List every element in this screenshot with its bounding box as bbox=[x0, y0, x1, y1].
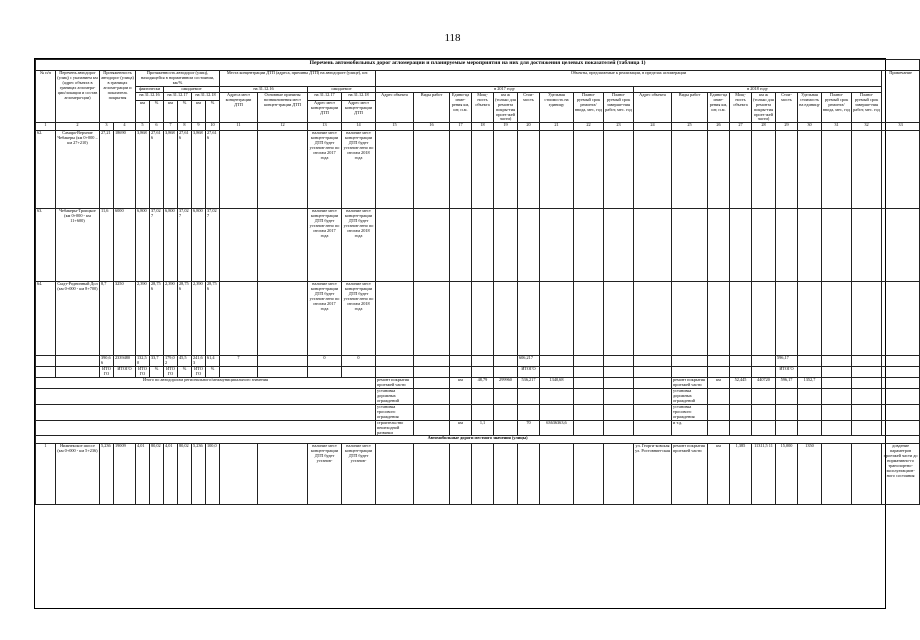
hdr-work-type-18: Виды работ bbox=[672, 92, 708, 123]
col-num: 2 bbox=[56, 123, 100, 131]
hdr-pct-16: % bbox=[150, 101, 164, 123]
itogo-label: ИТОГО bbox=[192, 367, 206, 378]
work-type-2018: установка тросового ограждения bbox=[672, 404, 708, 420]
totals-row bbox=[36, 356, 920, 367]
section-title: Автомобильные дороги местного значения (улицы) bbox=[36, 436, 920, 444]
total-v8: 45,5 bbox=[178, 356, 192, 367]
work-unit-2018: км bbox=[708, 444, 730, 505]
hdr-obj-address-17: Адрес объекта bbox=[376, 92, 414, 123]
itogo-label: ИТОГО bbox=[518, 367, 540, 378]
page-number: 118 bbox=[444, 32, 461, 44]
col-num: 17 bbox=[450, 123, 472, 131]
work-type-2017: строительство пешеходной развязки bbox=[376, 420, 414, 436]
hdr-objects: Объекты, предлагаемые к реализации, в пределах агломерации bbox=[376, 71, 882, 87]
itogo-pct: % bbox=[150, 367, 164, 378]
hdr-capacity-18: Мощ-ность объекта bbox=[730, 92, 752, 123]
col-num: 32 bbox=[852, 123, 882, 131]
cell: 2,390 bbox=[192, 282, 206, 356]
hdr-pct-18: % bbox=[206, 101, 220, 123]
work-cost-2017: 70 bbox=[518, 420, 540, 436]
total-len2: 2339480 bbox=[114, 356, 136, 367]
row-number: 62. bbox=[36, 131, 56, 209]
road-name: Нижнекское шоссе (км 0+000 - км 5+236) bbox=[56, 444, 100, 505]
work-type-2017: установка тросового ограждения bbox=[376, 404, 414, 420]
hdr-unit-18: Едини-ца изме-рения км, шт, п.м. bbox=[708, 92, 730, 123]
work-ucost-2018: 1350 bbox=[798, 444, 822, 505]
col-num: 22 bbox=[574, 123, 604, 131]
total-len1: 390,66 bbox=[100, 356, 114, 367]
work-unit-2018: км bbox=[708, 378, 730, 389]
cell: 80,02 bbox=[178, 444, 192, 505]
work-type-2018: установка дорожных ограждений bbox=[672, 389, 708, 405]
length-km: 27,21 bbox=[100, 131, 114, 209]
col-num: 24 bbox=[634, 123, 672, 131]
itogo-line: Итого по автодорогам регионального/межмуниципального значения bbox=[36, 378, 376, 389]
hdr-km-repair-17: км ж (только для ремонта покры-тия проез-жей части) bbox=[495, 91, 516, 122]
total-v6: 33,7 bbox=[150, 356, 164, 367]
col-num: 29 bbox=[776, 123, 798, 131]
col-num: 3 bbox=[100, 123, 114, 131]
cell: 2,390 bbox=[164, 282, 178, 356]
col-num: 28 bbox=[752, 123, 776, 131]
work-cost-2017: 536,217 bbox=[518, 378, 540, 389]
cell: 3,868 bbox=[136, 131, 150, 209]
col-num: 19 bbox=[494, 123, 518, 131]
length-km: 5,236 bbox=[100, 444, 114, 505]
itogo-label: ИТОГО bbox=[136, 367, 150, 378]
dtp-2018: наличие мест концен-трации ДТП будет установ-лено по итогам 2018 года bbox=[342, 131, 376, 209]
cell: 28,756 bbox=[150, 282, 164, 356]
hdr-cost-17: Стои-мость bbox=[518, 92, 540, 123]
obj-address-2018: ул. Георги-ковская ул. Ростовнин-ская bbox=[634, 444, 672, 505]
cell: 28,75 6 bbox=[206, 282, 220, 356]
work-capacity-2018: 1,385 bbox=[730, 444, 752, 505]
col-num: 10 bbox=[206, 123, 220, 131]
hdr-unit-cost-18: Удельная стоимость на единицу bbox=[798, 92, 822, 123]
table-title: Перечень автомобильных дорог агломерации и планируемые мероприятия на них для достижения целевых показателей (таблица 1) bbox=[36, 60, 920, 71]
col-num: 15 bbox=[376, 123, 414, 131]
total-v7: 179,02 bbox=[164, 356, 178, 367]
cell: 27,616 bbox=[178, 131, 192, 209]
cell: 27,61 6 bbox=[206, 131, 220, 209]
row-number: 64. bbox=[36, 282, 56, 356]
hdr-na-16: на 31.12.16 bbox=[136, 92, 164, 100]
length-value: 19009 bbox=[114, 444, 136, 505]
col-num: 31 bbox=[822, 123, 852, 131]
work-ucost-2017: 1340,68 bbox=[540, 378, 574, 389]
itogo-row bbox=[36, 367, 920, 378]
col-num: 8 bbox=[178, 123, 192, 131]
hdr-length-normative: Протяженность автодорог (улиц), находящейся в нормативном состоянии, км/% bbox=[136, 71, 220, 87]
row-number: 1 bbox=[36, 444, 56, 505]
hdr-year-2017: в 2017 году bbox=[376, 86, 634, 92]
cell: 37,027 bbox=[178, 209, 192, 282]
hdr-unit-17: Едини-ца изме-рения км, шт, п.м. bbox=[450, 92, 472, 123]
col-num: 20 bbox=[518, 123, 540, 131]
dtp-2017: наличие мест концен-трации ДТП будет установ-лено по итогам 2017 года bbox=[308, 282, 342, 356]
table-row bbox=[36, 131, 920, 209]
table-row bbox=[36, 444, 920, 505]
hdr-road-name: Перечень автодорог (улиц) с указанием км (адрес объекта в границах агломера-ции/локации и состав агломера-ции) bbox=[56, 71, 100, 123]
total-v9: 241,63 bbox=[192, 356, 206, 367]
dtp-2017: наличие мест концен-трации ДТП будет установ-лено по итогам 2017 года bbox=[308, 131, 342, 209]
length-value: 3250 bbox=[114, 282, 136, 356]
dtp-2017: наличие мест концен-трации ДТП будет установ-лено по итогам 2017 года bbox=[308, 209, 342, 282]
hdr-capacity-17: Мощ-ность объекта bbox=[472, 92, 494, 123]
hdr-km-16: км bbox=[136, 101, 150, 123]
itogo-label: ИТОГО bbox=[114, 367, 136, 378]
work-type-2017: установка дорожных ограждений bbox=[376, 389, 414, 405]
hdr-planned-dtp: ожидаемое bbox=[308, 86, 376, 92]
col-num: 16 bbox=[414, 123, 450, 131]
work-capacity-2017: 48,79 bbox=[472, 378, 494, 389]
hdr-dtp-18-date: на 31.12.18 bbox=[342, 92, 376, 100]
hdr-addr-dtp: Адреса мест концентрации ДТП bbox=[220, 92, 258, 123]
work-capacity-2018: 52,445 bbox=[730, 378, 752, 389]
hdr-pct-17: % bbox=[178, 101, 192, 123]
hdr-plan-term-17: Плани-руемый срок ремонта/ввода, мес, год bbox=[574, 92, 604, 123]
itogo-label: ИТОГО bbox=[164, 367, 178, 378]
col-num: 7 bbox=[164, 123, 178, 131]
hdr-obj-address-18: Адрес объекта bbox=[634, 92, 672, 123]
total-v11: 7 bbox=[220, 356, 258, 367]
length-km: 8,7 bbox=[100, 282, 114, 356]
hdr-actual-16: на 31.12.16 bbox=[220, 86, 308, 92]
hdr-na-18: на 31.12.18 bbox=[192, 92, 220, 100]
cell: 6,800 bbox=[192, 209, 206, 282]
col-num: 30 bbox=[798, 123, 822, 131]
work-type-2017: ремонт покрытия проезжей части bbox=[376, 378, 414, 389]
work-row bbox=[36, 404, 920, 420]
hdr-planned: ожидаемое bbox=[164, 86, 220, 92]
col-num: 26 bbox=[708, 123, 730, 131]
hdr-no: № п/п bbox=[36, 71, 56, 123]
note-text: довдение параметров проезжей части до нормативно-го транспортно-эксплуатацион-ного состояния bbox=[882, 444, 920, 505]
table-row bbox=[36, 209, 920, 282]
work-cost-2018: 15,000 bbox=[776, 444, 798, 505]
work-cost-2018: 596,17 bbox=[776, 378, 798, 389]
work-type-2018: и т.д. bbox=[672, 420, 708, 436]
cell: 100,0 bbox=[206, 444, 220, 505]
road-name: Чебакеры-Троицкое (км 0+000 - км 11+600) bbox=[56, 209, 100, 282]
col-num: 13 bbox=[308, 123, 342, 131]
length-value: 6000 bbox=[114, 209, 136, 282]
cell: 4,01 bbox=[136, 444, 150, 505]
cell: 80,02 bbox=[150, 444, 164, 505]
col-num: 1 bbox=[36, 123, 56, 131]
col-num: 14 bbox=[342, 123, 376, 131]
total-v10: 61,4 bbox=[206, 356, 220, 367]
work-km-2017: 299960 bbox=[494, 378, 518, 389]
hdr-actual: фактически bbox=[136, 86, 164, 92]
cell: 27,616 bbox=[150, 131, 164, 209]
hdr-work-type-17: Виды работ bbox=[414, 92, 450, 123]
total-cost-2018: 596,17 bbox=[776, 356, 798, 367]
hdr-addr-dtp-18: Адрес мест концен-трации ДТП bbox=[342, 101, 376, 123]
col-num: 11 bbox=[220, 123, 258, 131]
work-unit-2017: км bbox=[450, 420, 472, 436]
hdr-na-17: на 31.12.17 bbox=[164, 92, 192, 100]
road-name: Самара-Верхние Чебакеры (км 0+000 – км 27+210) bbox=[56, 131, 100, 209]
hdr-km-repair-18: км ж (только для ремонта покры-тия проез-жей части) bbox=[753, 91, 774, 122]
hdr-plan-term2-17: Плани-руемый срок заверше-ния работ, мес. год bbox=[604, 92, 634, 123]
hdr-dtp-places: Места концентрации ДТП (адреса, причины ДТП) на автодороге (улице), шт. bbox=[220, 71, 376, 87]
document-table-frame bbox=[34, 58, 918, 609]
row-number: 63. bbox=[36, 209, 56, 282]
total-v5: 132,50 bbox=[136, 356, 150, 367]
col-num: 25 bbox=[672, 123, 708, 131]
col-num: 4 bbox=[114, 123, 136, 131]
work-row bbox=[36, 378, 920, 389]
dtp-2017: наличие мест концен-трации ДТП будет установ- bbox=[308, 444, 342, 505]
col-num: 12 bbox=[258, 123, 308, 131]
col-num: 27 bbox=[730, 123, 752, 131]
length-value: 18690 bbox=[114, 131, 136, 209]
hdr-plan-term2-18: Плани-руемый срок заверше-ния работ, мес. год bbox=[852, 92, 882, 123]
hdr-dtp-17-date: на 31.12.17 bbox=[308, 92, 342, 100]
work-ucost-2018: 1352,7 bbox=[798, 378, 822, 389]
cell: 4,01 bbox=[164, 444, 178, 505]
itogo-label: ИТОГО bbox=[100, 367, 114, 378]
table-row bbox=[36, 282, 920, 356]
hdr-plan-term-18: Плани-руемый срок ремонта/ввода, мес, год bbox=[822, 92, 852, 123]
col-num: 33 bbox=[882, 123, 920, 131]
cell: 3,868 bbox=[192, 131, 206, 209]
work-type-2018: ремонт покрытия проезжей части bbox=[672, 444, 708, 505]
total-cost-2017: 606,217 bbox=[518, 356, 540, 367]
hdr-reasons: Основные причины возникновения мест концен-трации ДТП bbox=[258, 92, 308, 123]
col-num: 21 bbox=[540, 123, 574, 131]
total-v14: 0 bbox=[342, 356, 376, 367]
itogo-pct: % bbox=[178, 367, 192, 378]
hdr-year-2018: в 2018 году bbox=[634, 86, 882, 92]
col-num: 23 bbox=[604, 123, 634, 131]
cell: 3,868 bbox=[164, 131, 178, 209]
work-unit-2017: км bbox=[450, 378, 472, 389]
hdr-km-17: км bbox=[164, 101, 178, 123]
hdr-length: Протяженность автодорог (улица) в границах агломе-рации и показатель покрытия bbox=[100, 71, 136, 123]
hdr-cost-18: Стои-мость bbox=[776, 92, 798, 123]
roads-table bbox=[35, 59, 920, 505]
work-ucost-2017: 63636363,6 bbox=[540, 420, 574, 436]
road-name: Сыдт-Родничный Дол (км 0+000 - км 8+700) bbox=[56, 282, 100, 356]
length-km: 11,6 bbox=[100, 209, 114, 282]
cell: 28,756 bbox=[178, 282, 192, 356]
itogo-pct: % bbox=[206, 367, 220, 378]
col-num: 5 bbox=[136, 123, 150, 131]
hdr-note: Примечание bbox=[882, 71, 920, 123]
work-km-2018: 11311,5 11 bbox=[752, 444, 776, 505]
dtp-2018: наличие мест концен-трации ДТП будет установ-лено по итогам 2018 года bbox=[342, 282, 376, 356]
col-num: 9 bbox=[192, 123, 206, 131]
work-row bbox=[36, 389, 920, 405]
work-row bbox=[36, 420, 920, 436]
cell: 2,390 bbox=[136, 282, 150, 356]
cell: 6,800 bbox=[136, 209, 150, 282]
hdr-km-18: км bbox=[192, 101, 206, 123]
work-capacity-2017: 1,1 bbox=[472, 420, 494, 436]
col-num: 18 bbox=[472, 123, 494, 131]
cell: 37,027 bbox=[150, 209, 164, 282]
dtp-2018: наличие мест концен-трации ДТП будет установ- bbox=[342, 444, 376, 505]
work-km-2018: 440720 bbox=[752, 378, 776, 389]
work-type-2018: ремонт покрытия проезжей части bbox=[672, 378, 708, 389]
itogo-label: ИТОГО bbox=[776, 367, 798, 378]
hdr-unit-cost-17: Удельная стоимость на единицу bbox=[540, 92, 574, 123]
cell: 37,02 7 bbox=[206, 209, 220, 282]
hdr-addr-dtp-17: Адрес мест концен-трации ДТП bbox=[308, 101, 342, 123]
cell: 5,236 bbox=[192, 444, 206, 505]
cell: 6,800 bbox=[164, 209, 178, 282]
dtp-2018: наличие мест концен-трации ДТП будет установ-лено по итогам 2018 года bbox=[342, 209, 376, 282]
total-v13: 0 bbox=[308, 356, 342, 367]
col-num: 6 bbox=[150, 123, 164, 131]
